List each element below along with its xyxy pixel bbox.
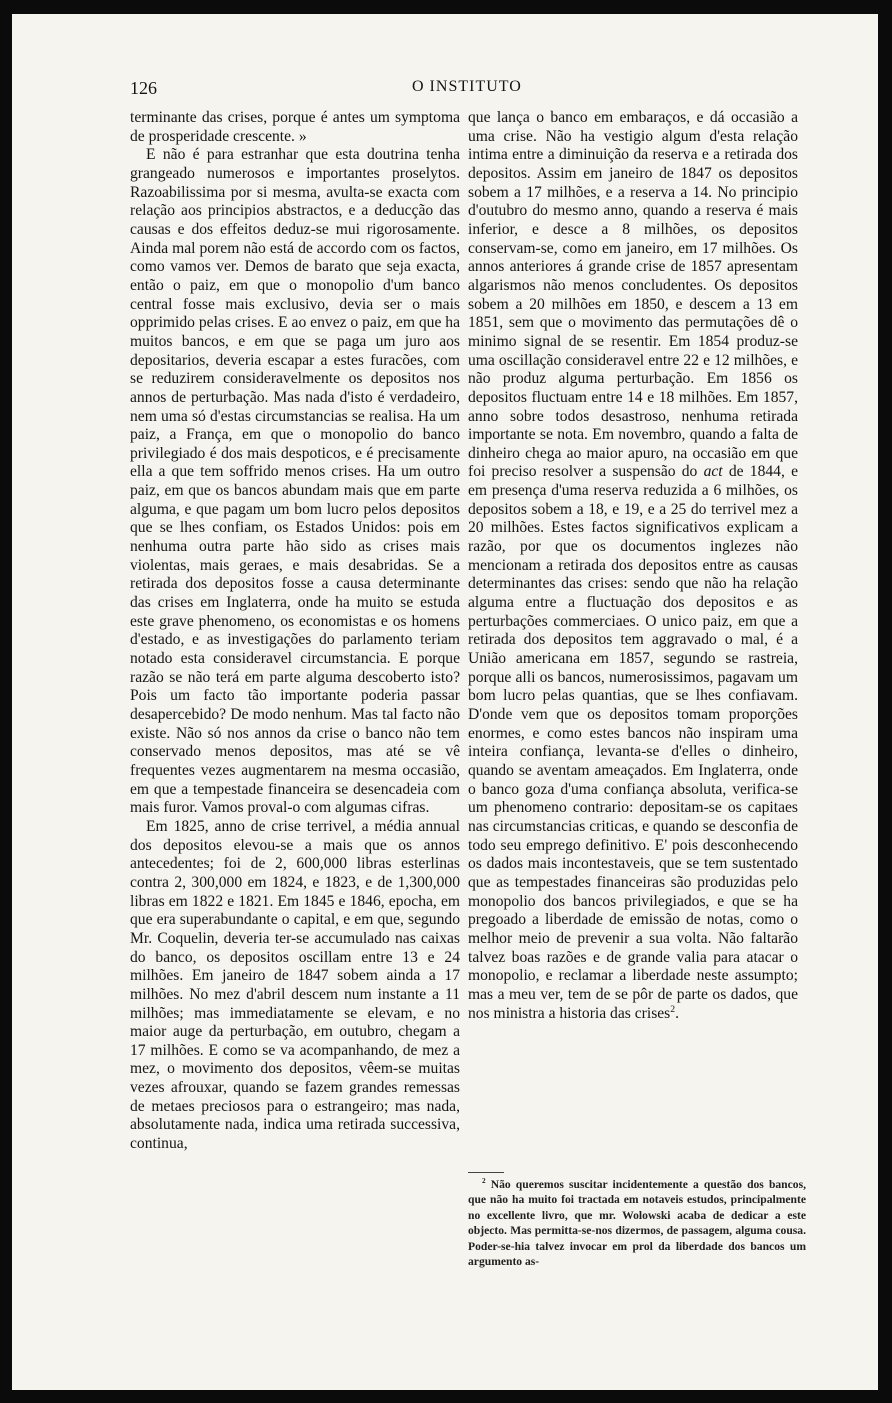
italic-term: act [703,463,723,481]
right-column [468,109,798,1023]
text-run: que lança o banco em embaraços, e dá occasião a uma crise. Não ha vestigio algum d'esta relação intima entre a diminuição da reserva e a retirada dos depositos. Assim em janeiro de 1847 os depositos sobem a 17 milhões, e a reserva a 14. No principio d'outubro do mesmo anno, quando a reserva é mais inferior, e desce a 8 milhões, os depositos conservam-se, como em janeiro, em 17 milhões. Os annos anteriores á grande crise de 1857 apresentam algarismos não menos concludentes. Os depositos sobem a 20 milhões em 1850, e descem a 13 em 1851, sem que o movimento das permutações dê o minimo signal de se resentir. Em 1854 produz-se uma oscillação consideravel entre 22 e 12 milhões, e não produz alguma perturbação. Em 1856 os depositos fluctuam entre 14 e 18 milhões. Em 1857, anno sobre todos desastroso, nenhuma retirada importante se nota. Em novembro, quando a falta de dinheiro chega ao maior apuro, na occasião em que foi preciso resolver a suspensão do [468,109,798,481]
book-page [12,14,878,1390]
footnote-separator [468,1172,504,1173]
paragraph: terminante das crises, porque é antes um symptoma de prosperidade crescente. » [130,109,460,145]
text-run: de 1844, e em presença d'uma reserva reduzida a 6 milhões, os depositos sobem a 18, e 19, e a 25 do terrivel mez a 20 milhões. Estes factos significativos explicam a razão, por que os documentos inglezes não mencionam a retirada dos depositos entre as causas determinantes das crises: sendo que não ha relação alguma entre a fluctuação dos depositos e as perturbações commerciaes. O unico paiz, em que a retirada dos depositos tem aggravado o mal, é a União americana em 1857, segundo se rastreia, porque alli os bancos, numerosissimos, pagavam um bom lucro pelas quantias, que se lhes confiavam. D'onde vem que os depositos tomam proporções enormes, e como estes bancos não inspiram uma inteira confiança, levanta-se d'elles o dinheiro, quando se aventam ameaçados. Em Inglaterra, onde o banco goza d'uma confiança absoluta, verifica-se um phenomeno contrario: depositam-se os capitaes nas circumstancias criticas, e quando se desconfia de todo seu emprego definitivo. E' pois desconhecendo os dados mais incontestaveis, que se tem sustentado que as tempestades financeiras são produzidas pelo monopolio dos bancos privilegiados, e que se ha pregoado a liberdade de emissão de notas, como o melhor meio de prevenir a sua volta. Não faltarão talvez boas razões e de grande valia para atacar o monopolio, e reclamar a liberdade neste assumpto; mas a meu ver, tem de se pôr de parte os dados, que nos ministra a historia das crises [468,463,798,1022]
paragraph: Em 1825, anno de crise terrivel, a média annual dos depositos elevou-se a mais que os annos antecedentes; foi de 2, 600,000 libras esterlinas contra 2, 300,000 em 1824, e 1823, e de 1,300,000 libras em 1822 e 1821. Em 1845 e 1846, epocha, em que era superabundante o capital, e em que, segundo Mr. Coquelin, deveria ter-se accumulado nas caixas do banco, os depositos oscillam entre 13 e 24 milhões. Em janeiro de 1847 sobem ainda a 17 milhões. No mez d'abril descem num instante a 11 milhões; mas immediatamente se elevam, e no maior auge da perturbação, em outubro, chegam a 17 milhões. E como se va acompanhando, de mez a mez, o movimento dos depositos, vêem-se muitas vezes afrouxar, quando se fazem grandes remessas de metaes preciosos para o estrangeiro; mas nada, absolutamente nada, indica uma retirada successiva, continua, [130,817,460,1153]
footnote [468,1177,806,1269]
footnote-text: Não queremos suscitar incidentemente a questão dos bancos, que não ha muito foi tractada em notaveis estudos, principalmente no excellente livro, que mr. Wolowski acaba de dedicar a este objecto. Mas permitta-se-nos dizermos, de passagem, alguma cousa. Poder-se-hia talvez invocar em prol da liberdade dos bancos um argumento as- [468,1178,806,1269]
paragraph: E não é para estranhar que esta doutrina tenha grangeado numerosos e importantes proselytos. Razoabilissima por si mesma, avulta-se exacta com relação aos principios abstractos, e a deducção das causas e dos effeitos deduz-se mui rigorosamente. Ainda mal porem não está de accordo com os factos, como vamos ver. Demos de barato que seja exacta, então o paiz, em que o monopolio d'um banco central fosse mais exclusivo, devia ser o mais opprimido pelas crises. E ao envez o paiz, em que ha muitos bancos, e em que se paga um juro aos depositarios, deveria escapar a estes furacões, com se reduzirem consideravelmente os depositos nos annos de perturbação. Mas nada d'isto é verdadeiro, nem uma só d'estas circumstancias se realisa. Ha um paiz, a França, em que o monopolio do banco privilegiado é dos mais despoticos, e é precisamente ella a que tem soffrido menos crises. Ha um outro paiz, em que os bancos abundam mais que em parte alguma, e que pagam um bom lucro pelos depositos que se lhes confiam, os Estados Unidos: pois em nenhuma outra parte hão sido as crises mais violentas, mais geraes, e mais desabridas. Se a retirada dos depositos fosse a causa determinante das crises em Inglaterra, onde ha muito se estuda este grave phenomeno, os economistas e os homens d'estado, e as investigações do parlamento teriam notado esta consideravel circumstancia. E porque razão se não terá em parte alguma descoberto isto? Pois um facto tão importante poderia passar desapercebido? De modo nenhum. Mas tal facto não existe. Não só nos annos da crise o banco não tem conservado menos depositos, mas até se vê frequentes vezes augmentarem na mesma occasião, em que a tempestade financeira se desencadeia com mais furor. Vamos proval-o com algumas cifras. [130,146,460,817]
paragraph [468,109,798,1023]
footnote-marker: 2 [482,1177,486,1186]
page-number: 126 [130,78,157,98]
page-header [130,78,810,102]
running-title: O INSTITUTO [412,78,522,95]
text-run: . [675,1004,679,1022]
left-column [130,109,460,1154]
footnote-reference[interactable]: 2 [670,1003,676,1015]
